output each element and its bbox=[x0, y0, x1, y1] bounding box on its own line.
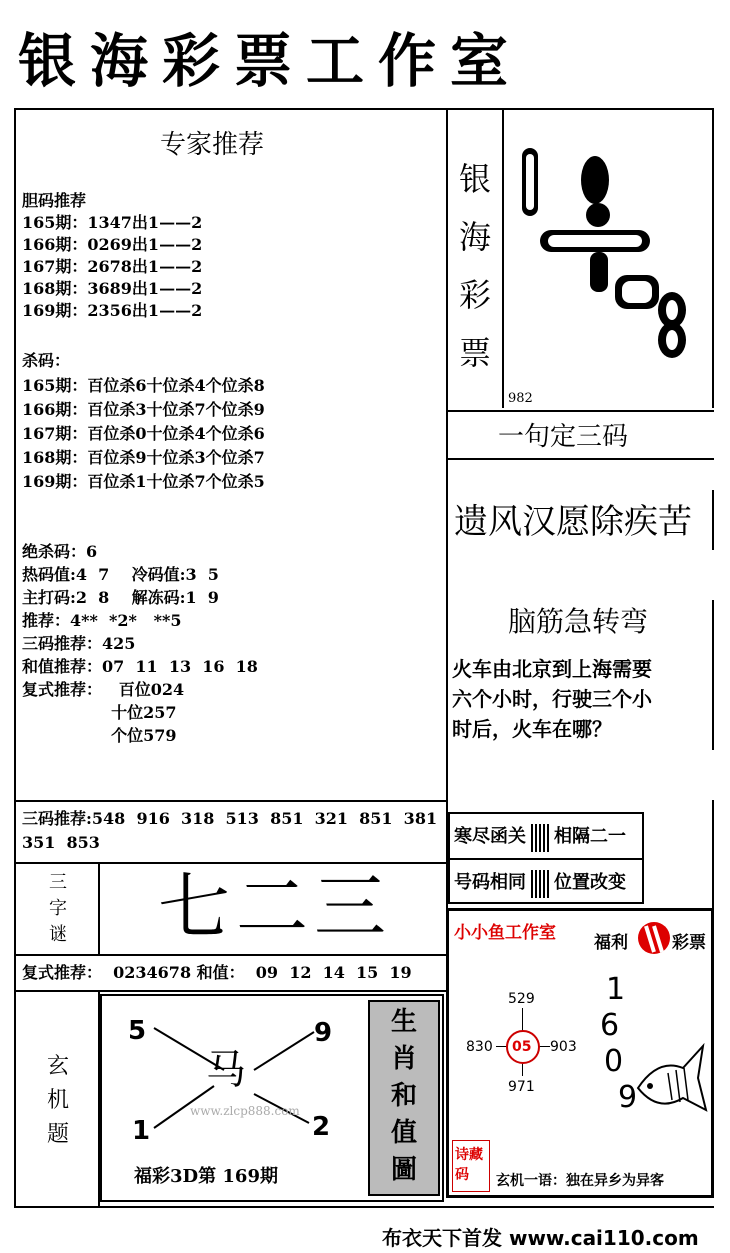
kill-row: 167期：百位杀0十位杀4个位杀6 bbox=[22, 424, 265, 443]
brand-left: 福利 bbox=[594, 933, 628, 953]
side-label-char: 圖 bbox=[390, 1155, 417, 1185]
threecode-line1: 三码推荐:548 916 318 513 851 321 851 381 bbox=[22, 809, 438, 828]
side-label-char: 肖 bbox=[390, 1044, 417, 1074]
fish-digit: 0 bbox=[604, 1044, 624, 1079]
vertical-char: 彩 bbox=[458, 276, 491, 314]
dan-list bbox=[22, 212, 202, 322]
fish-motto: 玄机一语：独在异乡为异客 bbox=[496, 1173, 664, 1189]
fish-center: 05 bbox=[512, 1039, 532, 1055]
hint-1: 寒尽函关 bbox=[454, 826, 526, 847]
corner-br: 2 bbox=[312, 1112, 331, 1142]
fish-right: 903 bbox=[550, 1039, 577, 1055]
left-border bbox=[14, 108, 16, 1208]
slogan-right bbox=[712, 490, 714, 550]
small-number: 982 bbox=[508, 391, 533, 406]
puzzle-line: 六个小时，行驶三个小 bbox=[452, 687, 652, 711]
slogan-top bbox=[446, 410, 714, 412]
stat-row: 个位579 bbox=[22, 726, 177, 745]
fish-left: 830 bbox=[466, 1039, 493, 1055]
hint-mid bbox=[448, 858, 644, 860]
center-character: 马 bbox=[206, 1047, 246, 1093]
slogan-bottom bbox=[446, 458, 714, 460]
puzzle-text bbox=[452, 654, 652, 744]
dan-title: 胆码推荐 bbox=[22, 191, 87, 210]
watermark: www.zlcp888.com bbox=[190, 1104, 300, 1118]
corner-tr: 9 bbox=[314, 1018, 333, 1048]
corner-bl: 1 bbox=[132, 1116, 151, 1146]
kill-row: 168期：百位杀9十位杀3个位杀7 bbox=[22, 448, 265, 467]
stat-row: 三码推荐：425 bbox=[22, 634, 136, 653]
compound-bottom bbox=[14, 990, 446, 992]
stats-list bbox=[22, 540, 258, 747]
middle-divider bbox=[446, 108, 448, 908]
hint-3: 号码相同 bbox=[454, 872, 526, 893]
stat-row: 和值推荐：07 11 13 16 18 bbox=[22, 657, 258, 676]
stat-row: 推荐：4** *2* **5 bbox=[22, 611, 182, 630]
xuanji-label-char: 玄 bbox=[46, 1054, 69, 1079]
riddle-label-char: 三 bbox=[49, 872, 67, 893]
side-label-char: 生 bbox=[390, 1007, 417, 1037]
puzzle-line: 火车由北京到上海需要 bbox=[452, 657, 652, 681]
hint-4: 位置改变 bbox=[554, 872, 626, 893]
dan-row: 169期：2356出1——2 bbox=[22, 301, 203, 320]
puzzle-title: 脑筋急转弯 bbox=[508, 605, 649, 638]
brand-right: 彩票 bbox=[672, 933, 706, 953]
fish-icon bbox=[628, 1038, 708, 1118]
kill-bracket bbox=[14, 370, 16, 494]
side-label-char: 值 bbox=[390, 1118, 417, 1148]
puzzle-right bbox=[712, 600, 714, 750]
kill-title: 杀码： bbox=[22, 351, 71, 370]
fish-digit: 1 bbox=[606, 972, 626, 1007]
fish-digit: 6 bbox=[600, 1008, 620, 1043]
xuanji-label bbox=[44, 1050, 72, 1152]
stat-row: 热码值:4 7 冷码值:3 5 bbox=[22, 565, 219, 584]
fish-studio: 小小鱼工作室 bbox=[454, 923, 556, 943]
hint-divider-icon bbox=[531, 824, 549, 852]
side-label-char: 和 bbox=[390, 1081, 417, 1111]
hint-2: 相隔二一 bbox=[554, 826, 626, 847]
stat-row: 绝杀码：6 bbox=[22, 542, 98, 561]
riddle-bottom bbox=[14, 954, 446, 956]
dan-row: 168期：3689出1——2 bbox=[22, 279, 203, 298]
compound-text: 复式推荐： 0234678 和值： 09 12 14 15 19 bbox=[22, 963, 412, 982]
right-border bbox=[712, 108, 714, 408]
corner-tl: 5 bbox=[128, 1016, 147, 1046]
bottom-border bbox=[14, 1206, 714, 1208]
vertical-char: 票 bbox=[458, 334, 491, 372]
vertical-title bbox=[455, 150, 495, 382]
slogan-two: 遗风汉愿除疾苦 bbox=[454, 502, 692, 542]
puzzle-line: 时后，火车在哪？ bbox=[452, 717, 612, 741]
dan-row: 165期：1347出1——2 bbox=[22, 213, 203, 232]
xuanji-label-char: 机 bbox=[46, 1088, 69, 1113]
vertical-char: 银 bbox=[458, 160, 491, 198]
page-title: 银海彩票工作室 bbox=[18, 27, 523, 95]
stamp-text: 诗藏码 bbox=[455, 1147, 483, 1183]
welfare-logo-icon bbox=[636, 918, 672, 958]
kill-list bbox=[22, 374, 265, 494]
dan-row: 167期：2678出1——2 bbox=[22, 257, 203, 276]
threecode-line2: 351 853 bbox=[22, 833, 100, 852]
xuanji-footer: 福彩3D第 169期 bbox=[134, 1166, 278, 1187]
riddle-label-char: 字 bbox=[49, 898, 67, 919]
fish-top: 529 bbox=[508, 991, 535, 1007]
slogan-one: 一句定三码 bbox=[498, 422, 629, 452]
hint-divider-icon bbox=[531, 870, 549, 898]
calligraphy-image bbox=[510, 140, 700, 370]
kill-row: 169期：百位杀1十位杀7个位杀5 bbox=[22, 472, 265, 491]
riddle-divider bbox=[98, 862, 100, 954]
kill-row: 165期：百位杀6十位杀4个位杀8 bbox=[22, 376, 265, 395]
xuanji-label-char: 题 bbox=[46, 1122, 69, 1147]
poem-stamp bbox=[452, 1140, 490, 1192]
riddle-label-char: 谜 bbox=[49, 924, 67, 945]
stat-row: 十位257 bbox=[22, 703, 177, 722]
hint-right bbox=[712, 800, 714, 908]
fish-bottom: 971 bbox=[508, 1079, 535, 1095]
footer-text: 布衣天下首发 www.cai110.com bbox=[382, 1226, 699, 1250]
stat-row: 复式推荐： 百位024 bbox=[22, 680, 185, 699]
expert-heading: 专家推荐 bbox=[160, 130, 265, 160]
riddle-label bbox=[46, 870, 70, 948]
riddle-answer: 七二三 bbox=[158, 865, 393, 949]
vertical-char: 海 bbox=[458, 218, 491, 256]
side-divider bbox=[502, 108, 504, 408]
top-border bbox=[14, 108, 714, 110]
kill-row: 166期：百位杀3十位杀7个位杀9 bbox=[22, 400, 265, 419]
side-label bbox=[378, 1004, 430, 1189]
threecode-top bbox=[14, 800, 446, 802]
dan-row: 166期：0269出1——2 bbox=[22, 235, 203, 254]
stat-row: 主打码:2 8 解冻码:1 9 bbox=[22, 588, 219, 607]
fish-digit: 9 bbox=[618, 1080, 638, 1115]
